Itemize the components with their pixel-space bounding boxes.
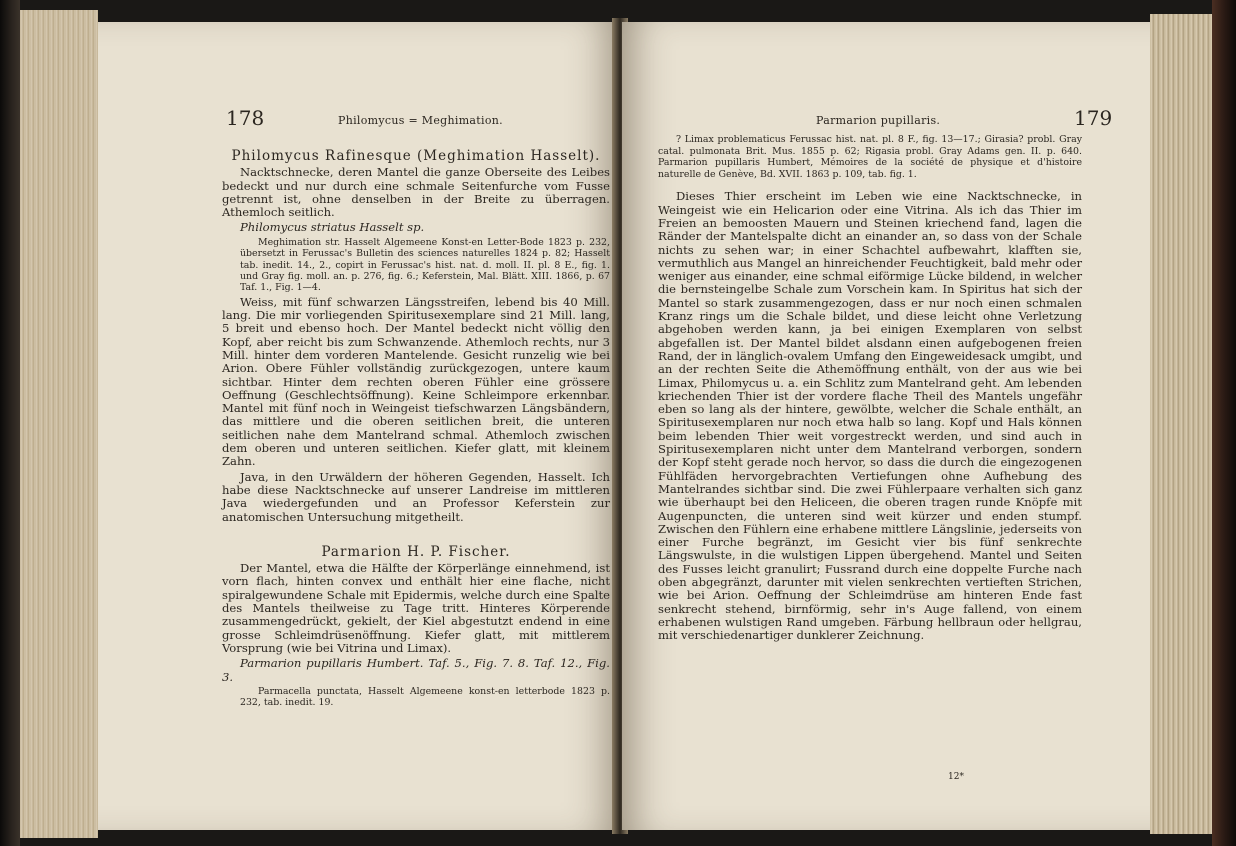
signature-mark: 12* xyxy=(948,772,964,782)
left-page xyxy=(98,22,618,830)
paragraph: Der Mantel, etwa die Hälfte der Körperlänge einnehmend, ist vorn flach, hinten convex und enthält hier eine flache, nicht spiralgewundene Schale mit Epidermis, welche durch eine Spalte des Mantels theilweise zu Tage tritt. Hinteres Körperende zusammengedrückt, gekielt, der Kiel abgestutzt endend in eine grosse Schleimdrüsenöffnung. Kiefer glatt, mit mittlerem Vorsprung (wie bei Vitrina und Limax). xyxy=(222,561,610,655)
synonymy-reference: ? Limax problematicus Ferussac hist. nat. pl. 8 F., fig. 13—17.; Girasia? probl. Gray catal. pulmonata Brit. Mus. 1855 p. 62; Rigasia probl. Gray Adams gen. II. p. 640. Parmarion pupillaris Humbert, Mémoires de la société de physique et d'histoire naturelle de Genève, Bd. XVII. 1863 p. 109, tab. fig. 1. xyxy=(658,134,1082,180)
page-number-right: 179 xyxy=(1074,106,1113,130)
species-heading: Philomycus striatus Hasselt sp. xyxy=(240,220,425,235)
page-edges-right xyxy=(1150,14,1212,834)
paragraph: Java, in den Urwäldern der höheren Gegenden, Hasselt. Ich habe diese Nacktschnecke auf unserer Landreise im mittleren Java wiedergefunden und an Professor Keferstein zur anatomischen Untersuchung mitgetheilt. xyxy=(222,469,610,524)
synonymy-reference: Parmacella punctata, Hasselt Algemeene konst-en letterbode 1823 p. 232, tab. inedit. 19. xyxy=(240,685,610,709)
paragraph: Weiss, mit fünf schwarzen Längsstreifen, lebend bis 40 Mill. lang. Die mir vorliegenden Spiritusexemplare sind 21 Mill. lang, 5 breit und ebenso hoch. Der Mantel bedeckt nicht völlig den Kopf, aber reicht bis zum Schwanzende. Athemloch rechts, nur 3 Mill. hinter dem vorderen Mantelende. Gesicht runzelig wie bei Arion. Obere Fühler vollständig zurückgezogen, untere kaum sichtbar. Hinter dem rechten oberen Fühler eine grössere Oeffnung (Geschlechtsöffnung). Keine Schleimpore erkennbar. Mantel mit fünf noch in Weingeist tiefschwarzen Längsbändern, das mittlere und die oberen seitlichen breit, die unteren seitlichen nahe dem Mantelrand schmal. Athemloch zwischen dem oberen und unteren seitlichen. Kiefer glatt, mit kleinem Zahn. xyxy=(222,294,610,469)
species-heading: Parmarion pupillaris Humbert. Taf. 5., Fig. 7. 8. Taf. 12., Fig. 3. xyxy=(222,656,610,684)
paragraph: Dieses Thier erscheint im Leben wie eine Nacktschnecke, in Weingeist wie ein Helicarion oder eine Vitrina. Als ich das Thier im Freien an bemoosten Mauern und Steinen kriechend fand, lagen die Ränder der Mantelspalte dicht an einander an, so dass von der Schale nichts zu sehen war; in einer Schachtel aufbewahrt, klafften sie, vermuthlich aus Mangel an hinreichender Feuchtigkeit, bald mehr oder weniger aus einander, eine schmal eiförmige Lücke bildend, in welcher die bernsteingelbe Schale zum Vorschein kam. In Spiritus hat sich der Mantel so stark zusammengezogen, dass er nur noch einen schmalen Kranz rings um die Schale bildet, und diese leicht ohne Verletzung abgehoben werden kann, ja bei einigen Exemplaren von selbst abgefallen ist. Der Mantel bildet alsdann einen aufgebogenen freien Rand, der in länglich-ovalem Umfang den Eingeweidesack umgibt, und an der rechten Seite die Athemöffnung enthält, von der aus wie bei Limax, Philomycus u. a. ein Schlitz zum Mantelrand geht. Am lebenden kriechenden Thier ist der vordere flache Theil des Mantels ungefähr eben so lang als der hintere, gewölbte, welcher die Schale enthält, an Spiritusexemplaren nur noch etwa halb so lang. Kopf und Hals können beim lebenden Thier weit vorgestreckt werden, und sind auch in Spiritusexemplaren nicht unter dem Mantelrand verborgen, sondern der Kopf steht gerade noch hervor, so dass die durch die eingezogenen Fühlfäden hervorgebrachten Vertiefungen ohne Aufhebung des Mantelrandes sichtbar sind. Die zwei Fühlerpaare verhalten sich ganz wie überhaupt bei den Heliceen, die oberen tragen runde Knöpfe mit Augenpuncten, die unteren sind weit kürzer und enden stumpf. Zwischen den Fühlern eine erhabene mittlere Längslinie, jederseits von einer Furche begränzt, im Gesicht vier bis fünf senkrechte Längswulste, in die wulstigen Lippen übergehend. Mantel und Seiten des Fusses leicht granulirt; Fussrand durch eine doppelte Furche nach oben abgegränzt, darunter mit vielen senkrechten vertieften Strichen, wie bei Arion. Oeffnung der Schleimdrüse am hinteren Ende fast senkrecht stehend, birnförmig, sehr in's Auge fallend, von einem erhabenen wulstigen Rand umgeben. Färbung hellbraun oder hellgrau, mit verschiedenartiger dunklerer Zeichnung. xyxy=(658,189,1082,643)
genus-heading-philomycus: Philomycus Rafinesque (Meghimation Hasselt). xyxy=(231,148,601,164)
right-page-body xyxy=(658,134,1082,644)
page-edges-left xyxy=(20,10,98,838)
right-page xyxy=(622,22,1150,830)
paragraph: Nacktschnecke, deren Mantel die ganze Oberseite des Leibes bedeckt und nur durch eine schmale Seitenfurche vom Fusse getrennt ist, ohne denselben in der Breite zu überragen. Athemloch seitlich. xyxy=(222,165,610,220)
left-page-body xyxy=(222,150,610,711)
book-cover-right xyxy=(1212,0,1236,846)
synonymy-reference: Meghimation str. Hasselt Algemeene Konst-en Letter-Bode 1823 p. 232, übersetzt in Ferussac's Bulletin des sciences naturelles 1824 p. 82; Hasselt tab. inedit. 14., 2., copirt in Ferussac's hist. nat. d. moll. II. pl. 8 E., fig. 1. und Gray fig. moll. an. p. 276, fig. 6.; Keferstein, Mal. Blätt. XIII. 1866, p. 67 Taf. 1., Fig. 1—4. xyxy=(240,236,610,294)
book-cover-left xyxy=(0,0,20,846)
running-head-left: Philomycus = Meghimation. xyxy=(338,114,503,127)
genus-heading-parmarion: Parmarion H. P. Fischer. xyxy=(321,543,511,560)
page-number-left: 178 xyxy=(226,106,265,130)
running-head-right: Parmarion pupillaris. xyxy=(816,114,941,127)
